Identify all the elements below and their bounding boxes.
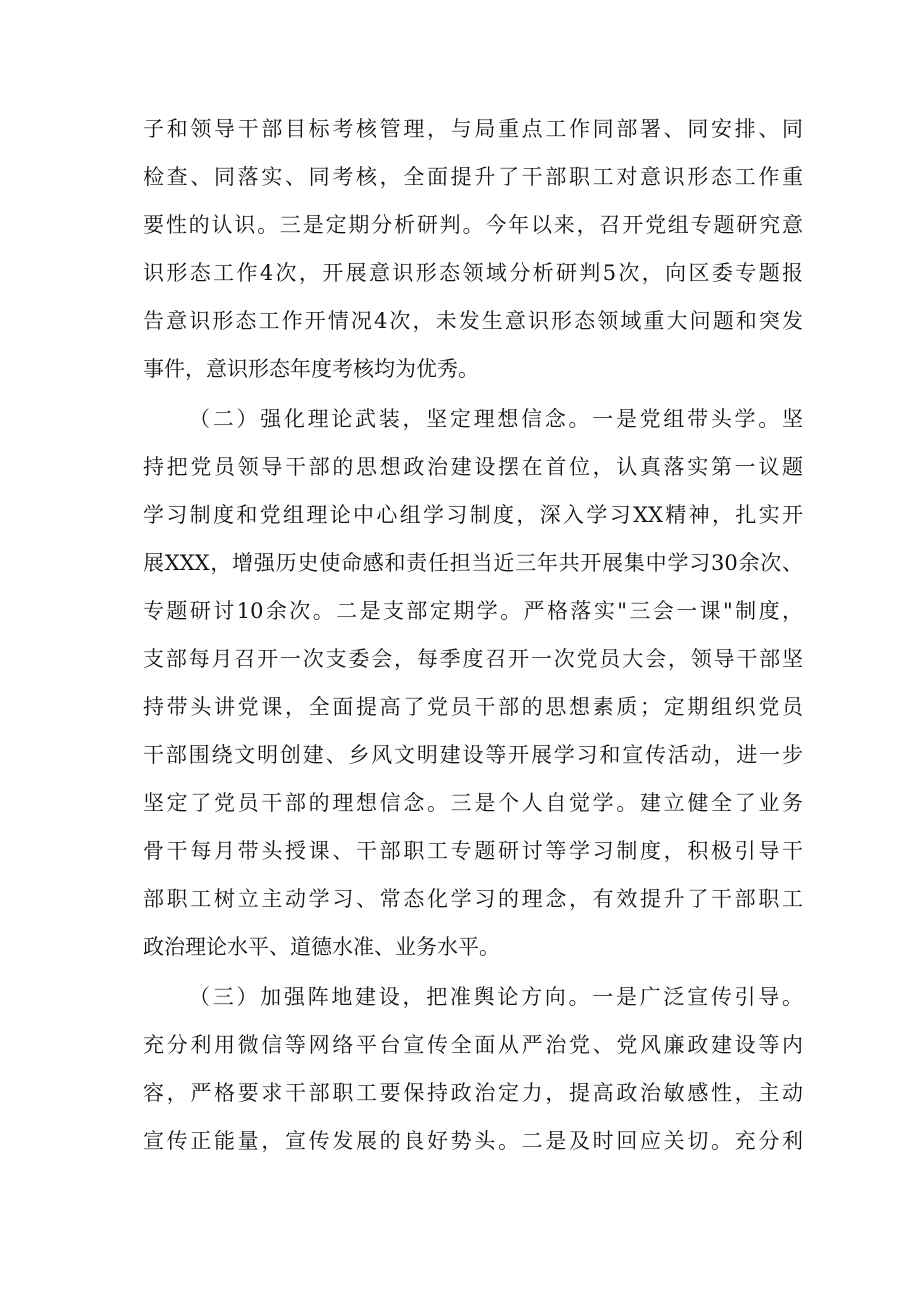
text-line: 容，严格要求干部职工要保持政治定力，提高政治敏感性，主动 bbox=[143, 1081, 803, 1105]
paragraph-heading-line: （二）强化理论武装，坚定理想信念。一是党组带头学。坚 bbox=[189, 407, 803, 431]
text-line: 宣传正能量，宣传发展的良好势头。二是及时回应关切。充分利 bbox=[143, 1129, 803, 1153]
text-line: 干部围绕文明创建、乡风文明建设等开展学习和宣传活动，进一步 bbox=[143, 743, 803, 767]
text-line: 识形态工作4次，开展意识形态领域分析研判5次，向区委专题报 bbox=[143, 261, 803, 285]
text-line: 持带头讲党课，全面提高了党员干部的思想素质；定期组织党员 bbox=[143, 695, 803, 719]
text-line: 骨干每月带头授课、干部职工专题研讨等学习制度，积极引导干 bbox=[143, 839, 803, 863]
paragraph-heading-line: （三）加强阵地建设，把准舆论方向。一是广泛宣传引导。 bbox=[189, 985, 803, 1009]
text-line: 充分利用微信等网络平台宣传全面从严治党、党风廉政建设等内 bbox=[143, 1033, 803, 1057]
text-line: 政治理论水平、道德水准、业务水平。 bbox=[143, 935, 500, 959]
text-line: 学习制度和党组理论中心组学习制度，深入学习XX精神，扎实开 bbox=[143, 503, 803, 527]
text-line: 告意识形态工作开情况4次，未发生意识形态领域重大问题和突发 bbox=[143, 309, 803, 333]
text-line: 坚定了党员干部的理想信念。三是个人自觉学。建立健全了业务 bbox=[143, 791, 803, 815]
text-line: 子和领导干部目标考核管理，与局重点工作同部署、同安排、同 bbox=[143, 117, 803, 141]
text-line: 检查、同落实、同考核，全面提升了干部职工对意识形态工作重 bbox=[143, 165, 803, 189]
text-line: 专题研讨10余次。二是支部定期学。严格落实"三会一课"制度， bbox=[143, 599, 803, 623]
text-line: 支部每月召开一次支委会，每季度召开一次党员大会，领导干部坚 bbox=[143, 647, 803, 671]
text-line: 展XXX，增强历史使命感和责任担当近三年共开展集中学习30余次、 bbox=[143, 551, 803, 575]
text-line: 事件，意识形态年度考核均为优秀。 bbox=[143, 357, 479, 381]
text-line: 持把党员领导干部的思想政治建设摆在首位，认真落实第一议题 bbox=[143, 455, 803, 479]
text-line: 部职工树立主动学习、常态化学习的理念，有效提升了干部职工 bbox=[143, 887, 803, 911]
text-line: 要性的认识。三是定期分析研判。今年以来，召开党组专题研究意 bbox=[143, 213, 803, 237]
